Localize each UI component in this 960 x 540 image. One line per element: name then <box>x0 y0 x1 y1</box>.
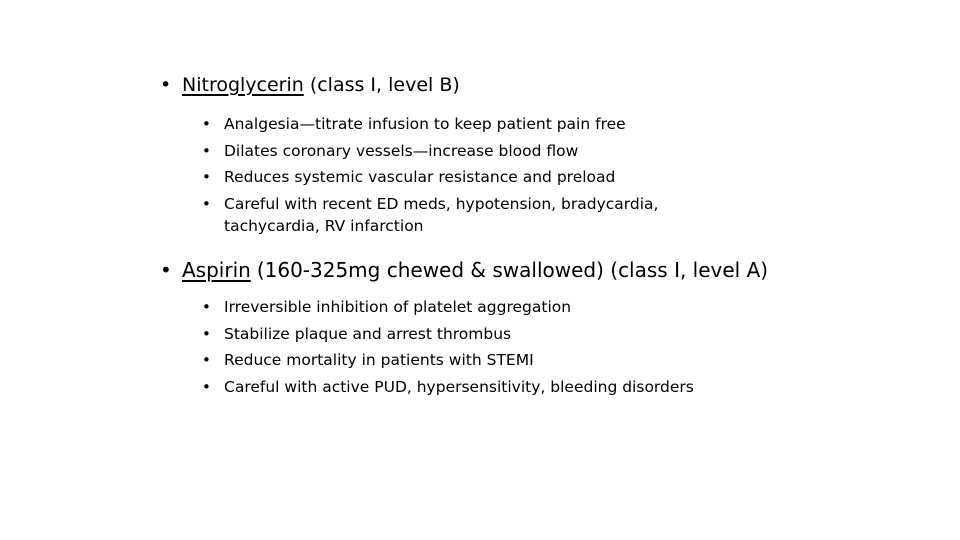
list-item <box>202 140 742 162</box>
aspirin-section <box>160 254 920 402</box>
bullet-icon: • <box>202 194 211 213</box>
nitroglycerin-section <box>160 70 920 241</box>
nitroglycerin-drug-detail: (class I, level B) <box>309 74 460 96</box>
bullet-icon: • <box>160 74 172 96</box>
bullet-icon: • <box>202 351 211 369</box>
list-item <box>202 296 742 318</box>
bullet-icon: • <box>202 141 211 160</box>
nitroglycerin-heading <box>160 70 920 100</box>
list-item <box>202 113 742 135</box>
aspirin-drug-detail: (160-325mg chewed & swallowed) (class I, level A) <box>256 258 769 282</box>
aspirin-drug-name: Aspirin <box>182 258 251 282</box>
list-item <box>202 349 742 371</box>
list-item-text: Reduce mortality in patients with STEMI <box>224 351 534 369</box>
bullet-icon: • <box>202 115 211 133</box>
bullet-icon: • <box>160 258 172 282</box>
bullet-icon: • <box>202 377 211 396</box>
list-item-text: Careful with recent ED meds, hypotension, bradycardia, tachycardia, RV infarction <box>224 194 659 235</box>
nitroglycerin-drug-name: Nitroglycerin <box>182 74 304 96</box>
list-item <box>202 376 742 398</box>
bullet-icon: • <box>202 324 211 343</box>
aspirin-heading <box>160 254 920 286</box>
list-item <box>202 193 742 237</box>
bullet-icon: • <box>202 298 211 316</box>
list-item-text: Irreversible inhibition of platelet aggregation <box>224 298 572 316</box>
list-item <box>202 166 742 188</box>
list-item-text: Dilates coronary vessels—increase blood flow <box>224 141 579 160</box>
aspirin-points <box>202 296 742 398</box>
list-item-text: Analgesia—titrate infusion to keep patient pain free <box>224 115 626 133</box>
list-item-text: Stabilize plaque and arrest thrombus <box>224 324 512 343</box>
bullet-icon: • <box>202 168 211 186</box>
list-item <box>202 323 742 345</box>
nitroglycerin-points <box>202 113 742 237</box>
list-item-text: Reduces systemic vascular resistance and preload <box>224 168 616 186</box>
list-item-text: Careful with active PUD, hypersensitivity, bleeding disorders <box>224 377 694 396</box>
